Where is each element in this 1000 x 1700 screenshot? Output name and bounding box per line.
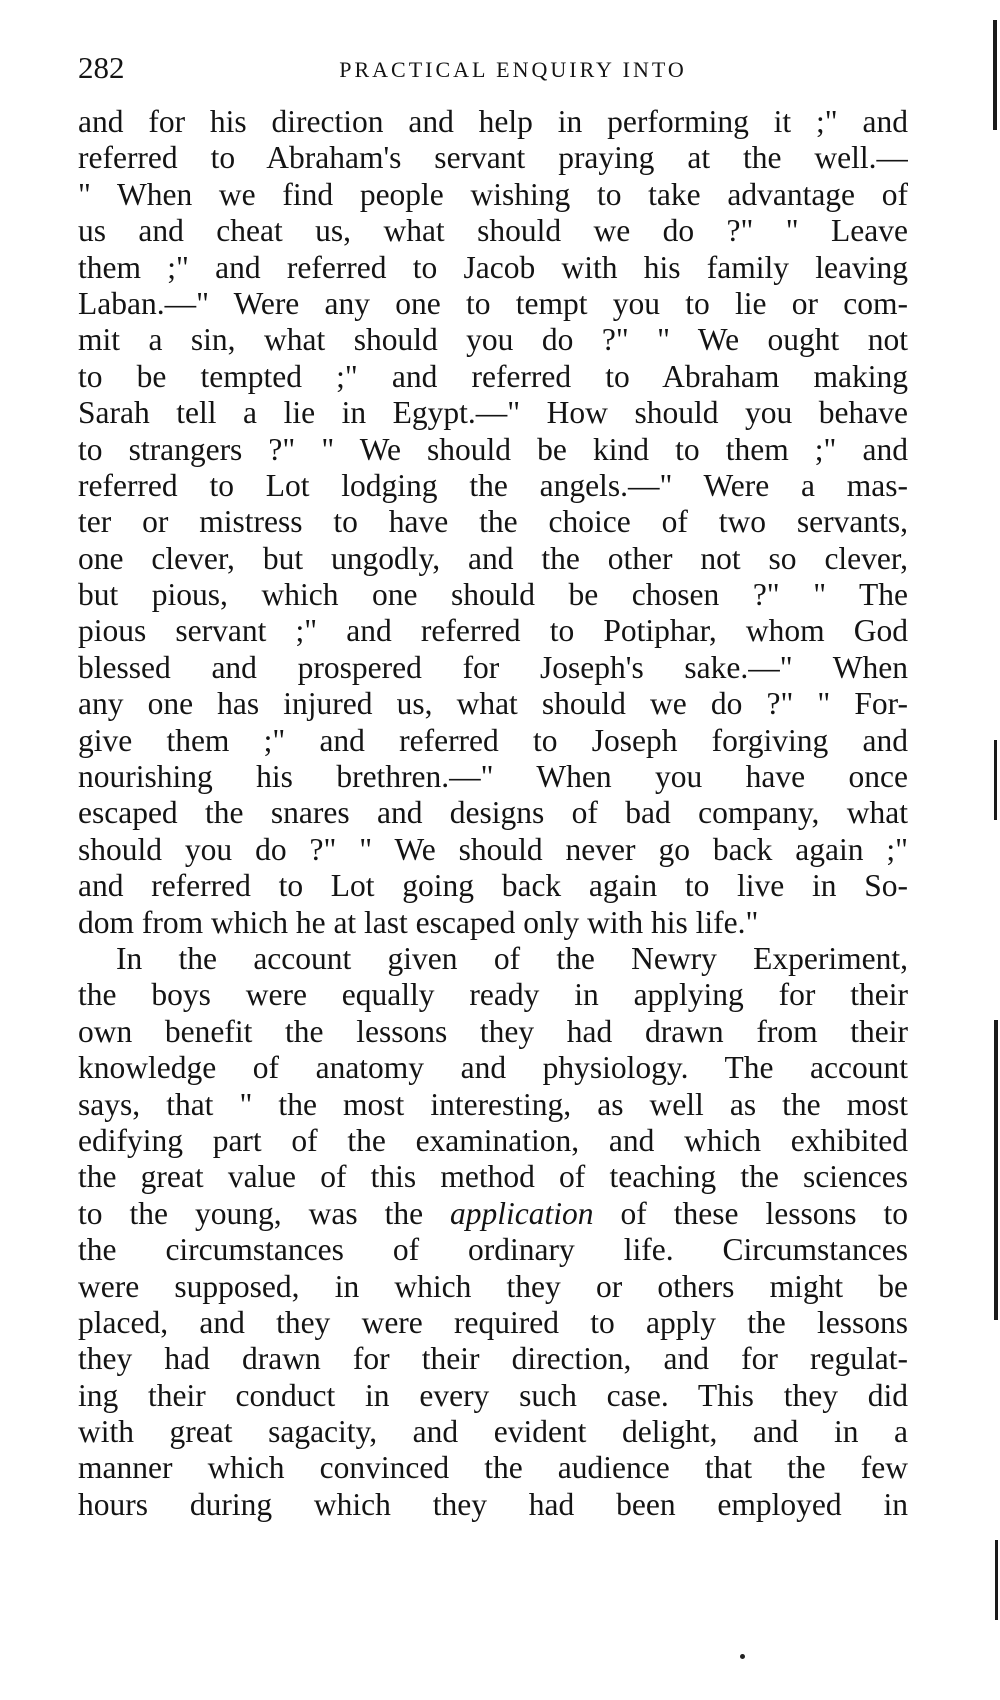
text-line: any one has injured us, what should we do ?" " For-	[78, 686, 908, 722]
paragraph-2	[78, 941, 908, 1523]
text-line: them ;" and referred to Jacob with his family leaving	[78, 249, 908, 285]
page-edge-shadow	[995, 1540, 998, 1620]
text-segment: to the young, was the	[78, 1195, 451, 1231]
text-line: to be tempted ;" and referred to Abraham making	[78, 358, 908, 394]
text-line: placed, and they were required to apply the lessons	[78, 1304, 908, 1340]
text-line: escaped the snares and designs of bad company, what	[78, 795, 908, 831]
text-line: Laban.—" Were any one to tempt you to lie or com-	[78, 285, 908, 321]
body-text	[78, 104, 908, 1523]
text-line: ter or mistress to have the choice of two servants,	[78, 504, 908, 540]
text-line: manner which convinced the audience that the few	[78, 1450, 908, 1486]
text-line	[78, 1196, 908, 1232]
text-line: pious servant ;" and referred to Potiphar, whom God	[78, 613, 908, 649]
text-line: but pious, which one should be chosen ?" " The	[78, 577, 908, 613]
text-line: In the account given of the Newry Experiment,	[116, 940, 908, 976]
text-line: us and cheat us, what should we do ?" " Leave	[78, 213, 908, 249]
text-segment: of these lessons to	[593, 1195, 908, 1231]
text-line: referred to Lot lodging the angels.—" Were a mas-	[78, 467, 908, 503]
text-line: dom from which he at last escaped only with his life."	[78, 904, 759, 940]
text-line: and for his direction and help in performing it ;" and	[78, 104, 908, 139]
text-line: were supposed, in which they or others might be	[78, 1268, 908, 1304]
page-edge-shadow	[994, 740, 997, 820]
text-line: says, that " the most interesting, as well as the most	[78, 1086, 908, 1122]
text-line: own benefit the lessons they had drawn from their	[78, 1013, 908, 1049]
text-line: the boys were equally ready in applying for their	[78, 977, 908, 1013]
page-edge-shadow	[994, 1020, 998, 1320]
text-line: they had drawn for their direction, and for regulat-	[78, 1341, 908, 1377]
text-line: should you do ?" " We should never go back again ;"	[78, 831, 908, 867]
text-line: blessed and prospered for Joseph's sake.—" When	[78, 649, 908, 685]
text-line: referred to Abraham's servant praying at the well.—	[78, 140, 908, 176]
paragraph-1	[78, 104, 908, 941]
text-line: " When we find people wishing to take advantage of	[78, 176, 908, 212]
text-line: and referred to Lot going back again to live in So-	[78, 868, 908, 904]
page-header	[78, 48, 908, 88]
text-line: Sarah tell a lie in Egypt.—" How should you behave	[78, 395, 908, 431]
page-edge-shadow	[993, 20, 997, 130]
text-line: hours during which they had been employed in	[78, 1486, 908, 1522]
text-line: mit a sin, what should you do ?" " We ought not	[78, 322, 908, 358]
page-number: 282	[78, 50, 125, 85]
text-line: nourishing his brethren.—" When you have once	[78, 759, 908, 795]
text-line: give them ;" and referred to Joseph forgiving and	[78, 722, 908, 758]
text-line: the great value of this method of teaching the sciences	[78, 1159, 908, 1195]
text-line: one clever, but ungodly, and the other not so clever,	[78, 540, 908, 576]
running-title: PRACTICAL ENQUIRY INTO	[339, 57, 687, 82]
text-line: the circumstances of ordinary life. Circumstances	[78, 1232, 908, 1268]
emphasized-word: application	[450, 1195, 594, 1231]
text-line: knowledge of anatomy and physiology. The account	[78, 1050, 908, 1086]
text-line: to strangers ?" " We should be kind to them ;" and	[78, 431, 908, 467]
text-line: edifying part of the examination, and which exhibited	[78, 1122, 908, 1158]
stray-mark	[740, 1654, 745, 1659]
text-line: with great sagacity, and evident delight, and in a	[78, 1414, 908, 1450]
text-line: ing their conduct in every such case. This they did	[78, 1377, 908, 1413]
